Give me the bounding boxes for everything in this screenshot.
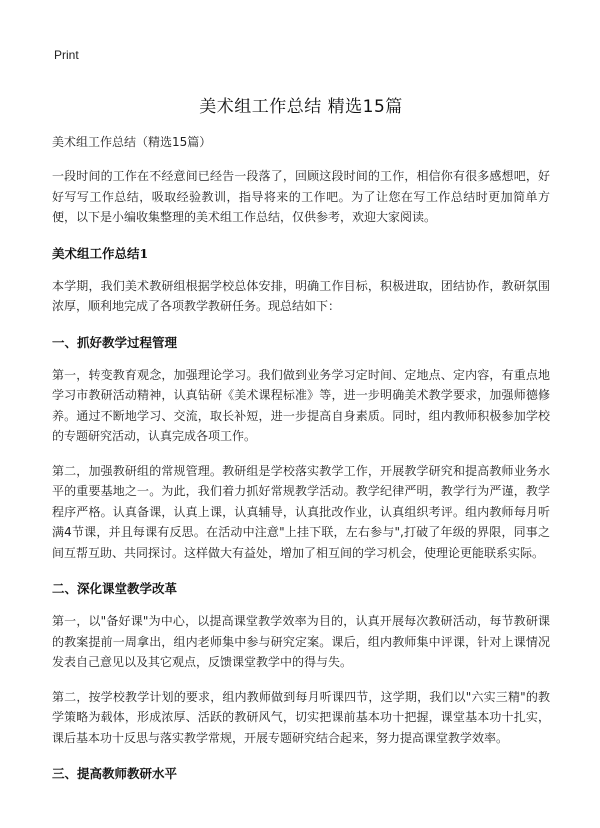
part1-paragraph-2: 第二，加强教研组的常规管理。教研组是学校落实教学工作，开展教学研究和提高教师业务水平的重要基地之一。为此，我们着力抓好常规教学活动。教学纪律严明，教学行为严谨，教学程序严格。认真备课，认真上课，认真辅导，认真批改作业，认真组织考评。组内教师每月听满4节课，并且每课有反思。在活动中注意"上挂下联，左右参与",打破了年级的界限，同事之间互帮互助、共同探讨。这样做大有益处，增加了相互间的学习机会，使理论更能联系实际。 <box>52 463 550 560</box>
part2-paragraph-2: 第二，按学校教学计划的要求，组内教师做到每月听课四节，这学期，我们以"六实三精"的教学策略为载体，形成浓厚、活跃的教研风气，切实把课前基本功十把握，课堂基本功十扎实，课后基本功十反思与落实教学常规，开展专题研究结合起来，努力提高课堂教学效率。 <box>52 689 550 745</box>
document-subtitle: 美术组工作总结（精选15篇） <box>52 135 212 149</box>
part1-paragraph-1: 第一，转变教育观念，加强理论学习。我们做到业务学习定时间、定地点、定内容，有重点地学习市教研活动精神，认真钻研《美术课程标准》等，进一步明确美术教学要求，加强师德修养。通过不断地学习、交流，取长补短，进一步提高自身素质。同时，组内教师积极参加学校的专题研究活动，认真完成各项工作。 <box>52 367 550 443</box>
part-heading-3: 三、提高教师教研水平 <box>52 766 178 781</box>
part2-paragraph-1: 第一，以"备好课"为中心，以提高课堂教学效率为目的，认真开展每次教研活动，每节教研课的教案提前一周拿出，组内老师集中参与研究定案。课后，组内教师集中评课，针对上课情况发表自己意见以及其它观点，反馈课堂教学中的得与失。 <box>52 614 550 669</box>
part-heading-2: 二、深化课堂教学改革 <box>52 581 178 596</box>
part-heading-1: 一、抓好教学过程管理 <box>52 334 178 350</box>
print-link[interactable]: Print <box>54 48 79 62</box>
section-heading-1: 美术组工作总结1 <box>52 245 149 261</box>
document-title: 美术组工作总结 精选15篇 <box>199 97 403 117</box>
section-intro-paragraph: 本学期，我们美术教研组根据学校总体安排，明确工作目标，积极进取，团结协作，教研氛围浓厚，顺利地完成了各项教学教研任务。现总结如下： <box>52 278 550 313</box>
intro-paragraph: 一段时间的工作在不经意间已经告一段落了，回顾这段时间的工作，相信你有很多感想吧，好好写写工作总结，吸取经验教训，指导将来的工作吧。为了让您在写工作总结时更加简单方便，以下是小编收集整理的美术组工作总结，仅供参考，欢迎大家阅读。 <box>52 169 550 224</box>
